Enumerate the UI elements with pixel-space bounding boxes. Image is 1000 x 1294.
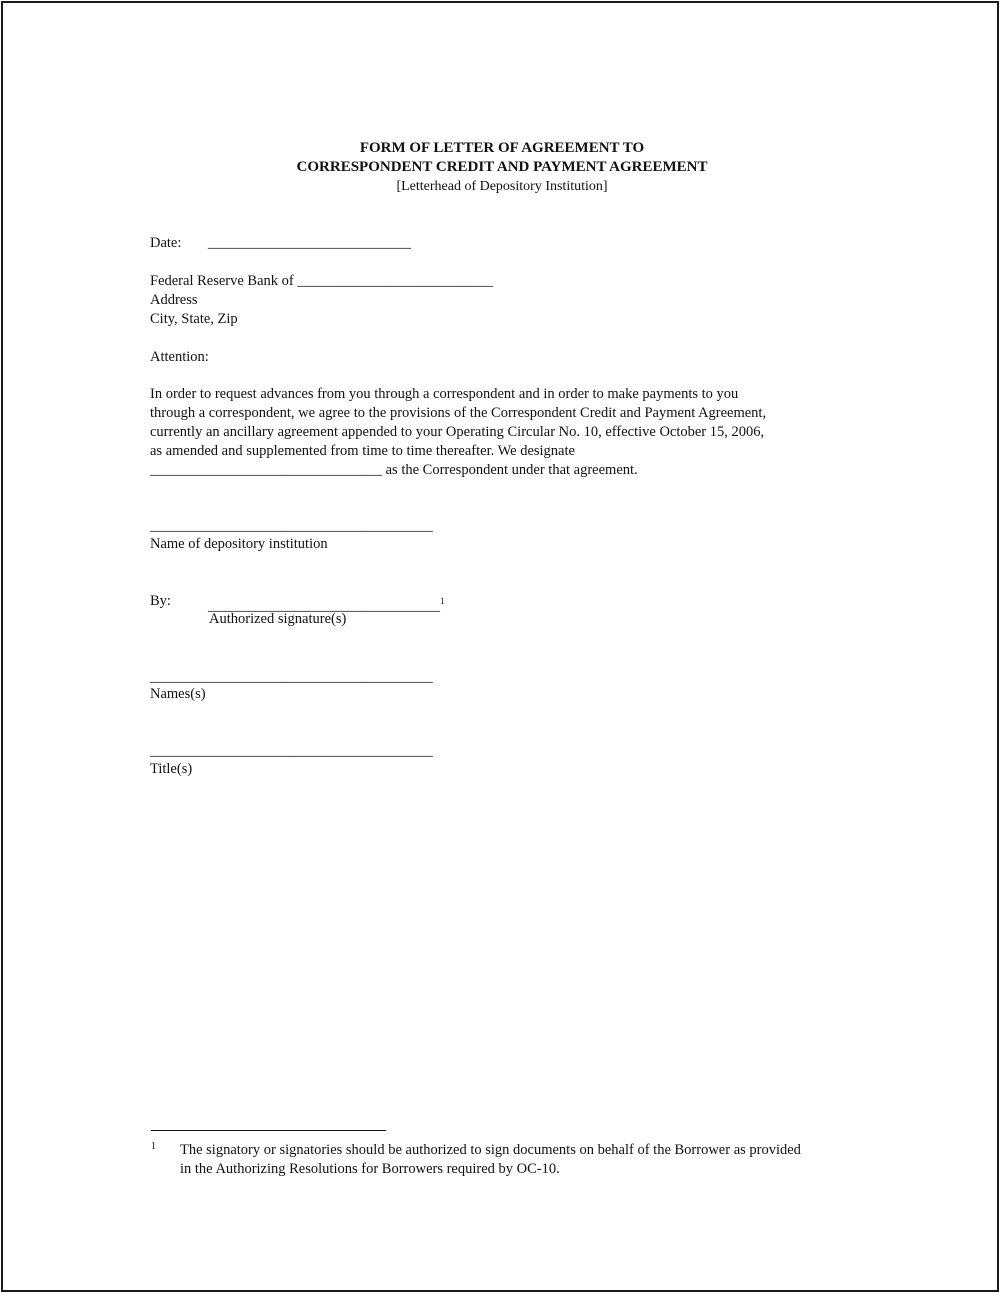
names-blank: _______________________________________ — [150, 669, 433, 685]
footnote-separator — [151, 1130, 386, 1131]
institution-blank: _______________________________________ — [150, 518, 433, 534]
document-title-line2: CORRESPONDENT CREDIT AND PAYMENT AGREEMENT — [296, 159, 708, 175]
designate-suffix: as the Correspondent under that agreement. — [385, 462, 638, 478]
footnote-number: 1 — [151, 1141, 156, 1152]
footnote-reference: 1 — [440, 596, 445, 606]
date-label: Date: — [150, 235, 182, 251]
footnote-line-2: in the Authorizing Resolutions for Borrowers required by OC-10. — [180, 1161, 560, 1177]
bank-label: Federal Reserve Bank of — [150, 273, 294, 289]
recipient-bank — [150, 272, 493, 291]
by-label: By: — [150, 593, 171, 609]
signature-line: ________________________________ — [208, 597, 440, 614]
recipient-address: Address — [150, 292, 198, 308]
recipient-city-state-zip: City, State, Zip — [150, 311, 238, 327]
bank-blank: ___________________________ — [297, 273, 494, 289]
body-line-3: currently an ancillary agreement appended to your Operating Circular No. 10, effective October 15, 2006, — [150, 424, 765, 440]
institution-label: Name of depository institution — [150, 536, 328, 552]
letterhead-note: [Letterhead of Depository Institution] — [396, 179, 608, 194]
designate-line — [150, 461, 638, 480]
document-title-line1: FORM OF LETTER OF AGREEMENT TO — [359, 140, 645, 156]
body-line-2: through a correspondent, we agree to the provisions of the Correspondent Credit and Payment Agreement, — [150, 405, 767, 421]
title-blank: _______________________________________ — [150, 743, 433, 759]
names-label: Names(s) — [150, 686, 206, 702]
document-page — [1, 1, 999, 1292]
signature-label: Authorized signature(s) — [209, 611, 347, 627]
date-blank: ____________________________ — [208, 235, 411, 251]
body-line-1: In order to request advances from you through a correspondent and in order to make payments to you — [150, 386, 739, 402]
title-label: Title(s) — [150, 761, 193, 777]
footnote-line-1: The signatory or signatories should be authorized to sign documents on behalf of the Borrower as provided — [180, 1142, 801, 1158]
body-line-4: as amended and supplemented from time to time thereafter. We designate — [150, 443, 575, 459]
designate-blank: ________________________________ — [150, 462, 382, 478]
attention-line: Attention: — [150, 349, 209, 365]
